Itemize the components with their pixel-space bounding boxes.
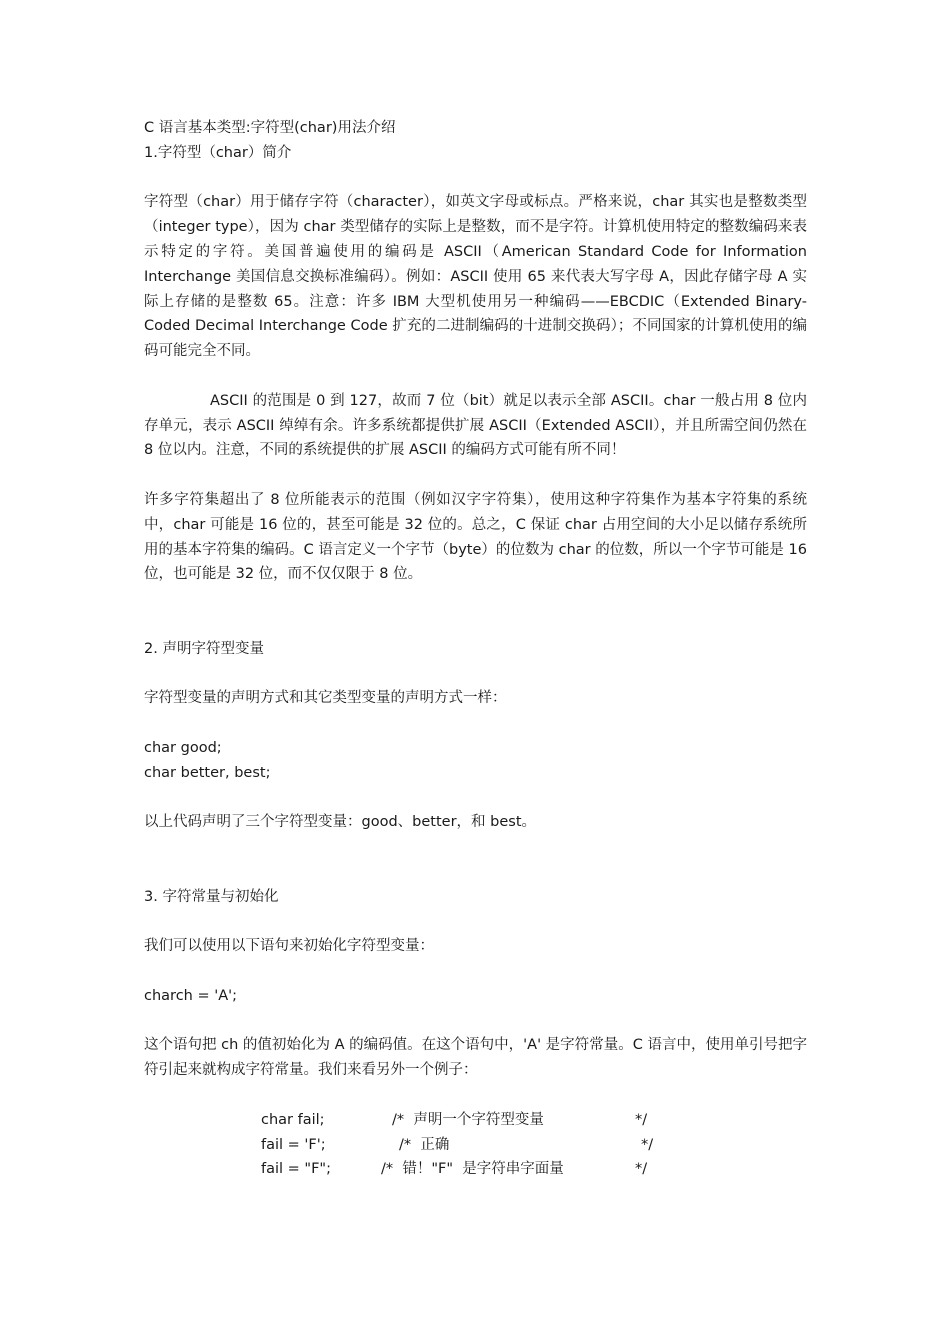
code-example-row — [261, 1157, 671, 1182]
code-line-2: char better, best; — [144, 764, 271, 781]
code-example-code: fail = "F"; — [261, 1161, 331, 1178]
section-3-heading: 3. 字符常量与初始化 — [144, 888, 279, 905]
section-1-paragraph-2: ASCII 的范围是 0 到 127，故而 7 位（bit）就足以表示全部 ASCII。char 一般占用 8 位内存单元，表示 ASCII 绰绰有余。许多系统都提供扩展 ASCII（Extended ASCII），并且所需空间仍然在 8 位以内。注意，不同的系统提供的扩展 ASCII 的编码方式可能有所不同！ — [144, 392, 807, 459]
code-example-comment: /* 正确 — [399, 1136, 450, 1153]
section-1-paragraph-1: 字符型（char）用于储存字符（character），如英文字母或标点。严格来说，char 其实也是整数类型（integer type），因为 char 类型储存的实际上是整数，而不是字符。计算机使用特定的整数编码来表示特定的字符。美国普遍使用的编码是 ASCII（American Standard Code for Information Interchange 美国信息交换标准编码）。例如：ASCII 使用 65 来代表大写字母 A，因此存储字母 A 实际上存储的是整数 65。注意：许多 IBM 大型机使用另一种编码——EBCDIC（Extended Binary-Coded Decimal Interchange Code 扩充的二进制编码的十进制交换码）；不同国家的计算机使用的编码可能完全不同。 — [144, 194, 807, 360]
code-line-3: charch = 'A'; — [144, 987, 237, 1004]
section-2-heading: 2. 声明字符型变量 — [144, 640, 264, 657]
section-3-paragraph-1: 我们可以使用以下语句来初始化字符型变量： — [144, 938, 434, 955]
section-3-paragraph-2: 这个语句把 ch 的值初始化为 A 的编码值。在这个语句中，'A' 是字符常量。C 语言中，使用单引号把字符引起来就构成字符常量。我们来看另外一个例子： — [144, 1037, 807, 1079]
section-2-paragraph-1: 字符型变量的声明方式和其它类型变量的声明方式一样： — [144, 690, 507, 707]
code-example-code: fail = 'F'; — [261, 1136, 326, 1153]
section-1-paragraph-3: 许多字符集超出了 8 位所能表示的范围（例如汉字字符集），使用这种字符集作为基本字符集的系统中，char 可能是 16 位的，甚至可能是 32 位的。总之，C 保证 char 占用空间的大小足以储存系统所用的基本字符集的编码。C 语言定义一个字节（byte）的位数为 char 的位数，所以一个字节可能是 16 位，也可能是 32 位，而不仅仅限于 8 位。 — [144, 491, 807, 583]
code-example-comment: /* 声明一个字符型变量 — [392, 1111, 544, 1128]
code-example-comment-end: */ — [635, 1111, 648, 1128]
code-example-comment-end: */ — [635, 1161, 648, 1178]
code-line-1: char good; — [144, 739, 222, 756]
document-page — [144, 116, 807, 1182]
code-example-row — [261, 1133, 671, 1158]
code-example-comment: /* 错！"F" 是字符串字面量 — [381, 1161, 564, 1178]
code-example-block — [261, 1108, 671, 1182]
document-title: C 语言基本类型:字符型(char)用法介绍 — [144, 120, 396, 136]
section-1-heading: 1.字符型（char）简介 — [144, 144, 292, 161]
section-2-paragraph-2: 以上代码声明了三个字符型变量：good、better，和 best。 — [144, 814, 537, 831]
code-example-row — [261, 1108, 671, 1133]
code-example-comment-end: */ — [641, 1136, 654, 1153]
code-example-code: char fail; — [261, 1111, 325, 1128]
